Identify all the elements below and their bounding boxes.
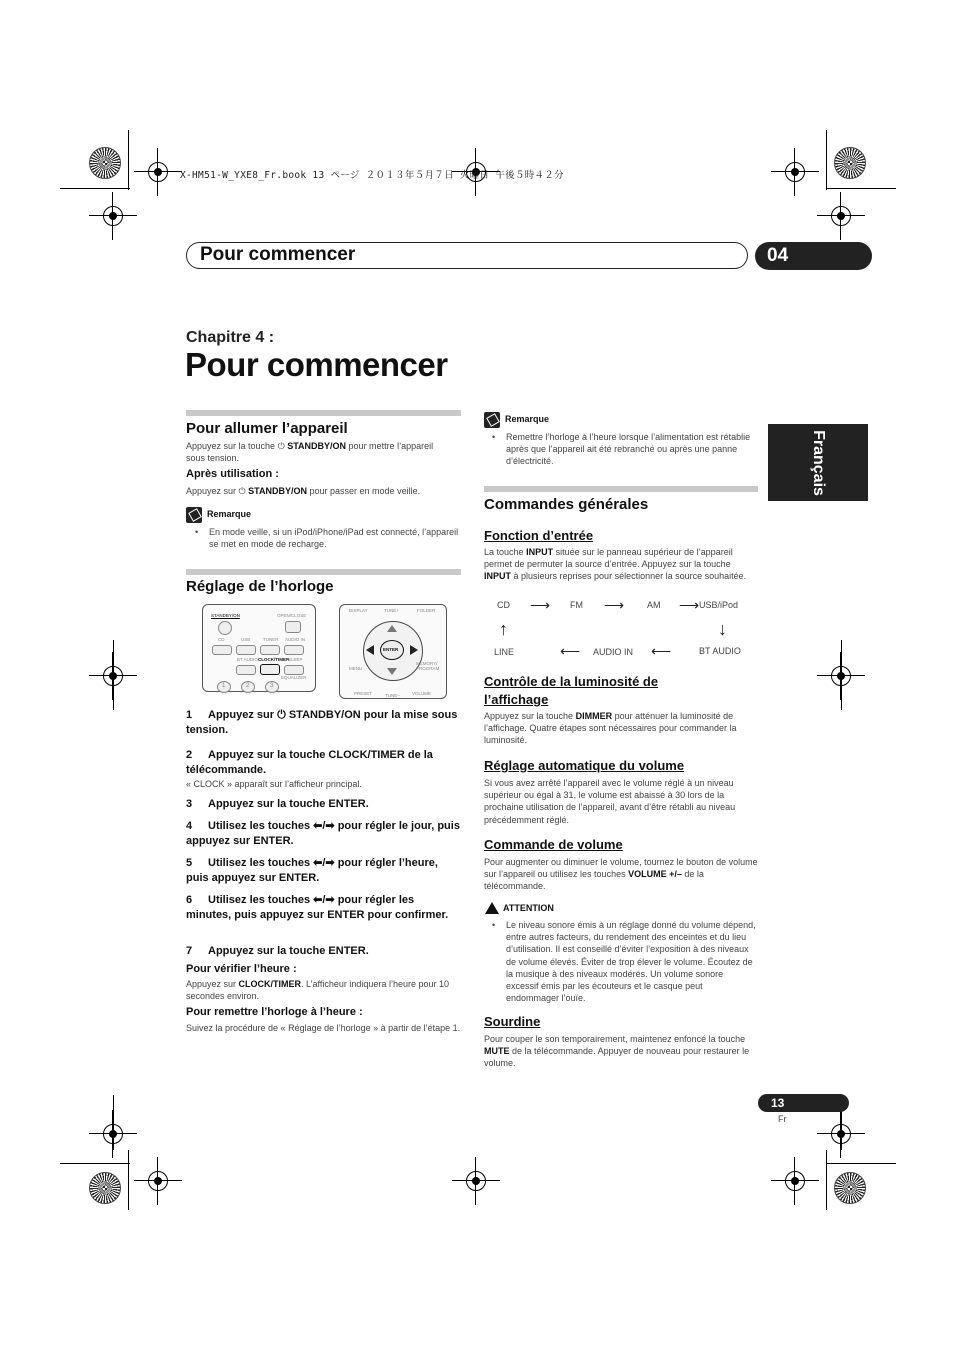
- trim-line: [113, 1095, 114, 1150]
- note-title: Remarque: [207, 509, 252, 519]
- step-3: 3 Appuyez sur la touche ENTER.: [186, 798, 369, 810]
- after-use-paragraph: Appuyez sur ⏻ STANDBY/ON pour passer en mode veille.: [186, 486, 421, 496]
- standby-button[interactable]: [218, 621, 232, 635]
- crosshair-mark-icon: [144, 158, 172, 186]
- auto-volume-heading: Réglage automatique du volume: [484, 758, 685, 773]
- trim-line: [60, 188, 130, 189]
- step-2: 2 Appuyez sur la touche CLOCK/TIMER de la télécommande.: [186, 749, 433, 776]
- trim-line: [826, 130, 827, 190]
- note-bullet: • En mode veille, si un iPod/iPhone/iPad est connecté, l’appareil se met en mode de recharge.: [209, 526, 459, 550]
- section-divider: [484, 486, 758, 492]
- flow-fm: FM: [570, 600, 583, 610]
- note-icon: [484, 412, 500, 428]
- crosshair-mark-icon: [99, 202, 127, 230]
- crosshair-mark-icon: [462, 1167, 490, 1195]
- step-5: 5 Utilisez les touches ⬅/➡ pour régler l’heure, puis appuyez sur ENTER.: [186, 857, 438, 884]
- book-file-header: X-HM51-W_YXE8_Fr.book 13 ページ ２０１３年５月７日 火曜日 午後５時４２分: [180, 170, 564, 181]
- reset-heading: Pour remettre l’horloge à l’heure :: [186, 1006, 363, 1018]
- fonction-paragraph: La touche INPUT située sur le panneau supérieur de l’appareil permet de permuter la source d’entrée. Appuyez sur la touche INPUT à plusieurs reprises pour sélectionner la source souhaitée.: [484, 547, 747, 582]
- up-arrow-icon[interactable]: [387, 625, 397, 632]
- language-code: Fr: [778, 1114, 787, 1124]
- auto-volume-paragraph: Si vous avez arrêté l’appareil avec le volume réglé à un niveau supérieur ou égal à 31, le volume est abaissé à 30 lors de la prochaine utilisation de l’appareil, avant d’être rétabli au niveau précédemment réglé.: [484, 778, 736, 825]
- registration-rosette-icon: [834, 147, 866, 179]
- right-arrow-icon: ⟶: [604, 597, 625, 613]
- sleep-button[interactable]: [284, 665, 304, 675]
- usb-button[interactable]: [236, 645, 256, 655]
- step-4: 4 Utilisez les touches ⬅/➡ pour régler le jour, puis appuyez sur ENTER.: [186, 820, 460, 847]
- enter-button[interactable]: ENTER: [380, 640, 404, 660]
- left-arrow-icon[interactable]: [366, 645, 374, 655]
- flow-audioin: AUDIO IN: [593, 647, 634, 657]
- left-arrow-icon: ⟵: [651, 643, 672, 659]
- note-icon: [186, 507, 202, 523]
- cd-button[interactable]: [212, 645, 232, 655]
- clock-timer-button[interactable]: [260, 664, 280, 675]
- right-arrow-icon: ⟶: [530, 597, 551, 613]
- num-button-1[interactable]: 1: [217, 681, 231, 693]
- volume-heading: Commande de volume: [484, 837, 623, 852]
- num-button-2[interactable]: 2: [241, 681, 255, 693]
- note-title: Remarque: [505, 414, 550, 424]
- chapter-title: Pour commencer: [185, 346, 448, 383]
- registration-rosette-icon: [89, 1172, 121, 1204]
- registration-rosette-icon: [89, 147, 121, 179]
- right-arrow-icon[interactable]: [410, 645, 418, 655]
- warning-icon: [485, 902, 499, 914]
- num-button-3[interactable]: 3: [265, 681, 279, 693]
- remote-illustration-left: STANDBY/ON OPEN/CLOSE CD USB TUNER AUDIO IN BT AUDIO CLOCK/TIMER SLEEP EQUALIZER 1 2 3: [202, 604, 316, 692]
- up-arrow-icon: ↑: [499, 619, 508, 639]
- trim-line: [826, 1150, 827, 1210]
- luminosite-heading-2: l’affichage: [484, 692, 549, 707]
- reset-paragraph: Suivez la procédure de « Réglage de l’horloge » à partir de l’étape 1.: [186, 1023, 461, 1033]
- trim-line: [60, 1163, 130, 1164]
- trim-line: [841, 640, 842, 710]
- luminosite-heading-1: Contrôle de la luminosité de: [484, 674, 659, 689]
- left-arrow-icon: ⟵: [560, 643, 581, 659]
- allumer-paragraph: Appuyez sur la touche ⏻ STANDBY/ON pour mettre l’appareil sous tension.: [186, 441, 434, 464]
- trim-line: [826, 1163, 896, 1164]
- down-arrow-icon: ↓: [718, 619, 727, 639]
- chapter-label: Chapitre 4 :: [186, 329, 275, 346]
- flow-usb: USB/iPod: [699, 600, 739, 610]
- fonction-heading: Fonction d’entrée: [484, 528, 594, 543]
- trim-line: [113, 640, 114, 710]
- language-side-tab: [768, 424, 868, 501]
- right-arrow-icon: ⟶: [679, 597, 700, 613]
- audio-in-button[interactable]: [284, 645, 304, 655]
- step-7: 7 Appuyez sur la touche ENTER.: [186, 945, 369, 957]
- page-number: 13: [758, 1094, 849, 1112]
- sourdine-heading: Sourdine: [484, 1014, 541, 1029]
- step-6: 6 Utilisez les touches ⬅/➡ pour régler les minutes, puis appuyez sur ENTER pour confirmer.: [186, 894, 449, 921]
- trim-line: [128, 1150, 129, 1210]
- language-label: Français: [810, 429, 827, 496]
- verify-heading: Pour vérifier l’heure :: [186, 963, 297, 975]
- attention-bullet: • Le niveau sonore émis à un réglage donné du volume dépend, entre autres facteurs, du rendement des enceintes et du lieu d’utilisation. Il est conseillé d’éviter l’exposition à des niveaux de volume élevés. Éviter de trop élever le volume. Écoutez de la musique à des niveaux modérés. Un volume sonore excessif émis par les écouteurs et le casque peut endommager l’ouïe.: [506, 919, 758, 1004]
- crosshair-mark-icon: [781, 1167, 809, 1195]
- section-heading-commandes: Commandes générales: [484, 496, 649, 513]
- remote-illustration-right: DISPLAY TUNE+ FOLDER ENTER MENU MEMORY/ PROGRAM PRESET TUNE– VOLUME: [339, 604, 447, 699]
- section-heading-horloge: Réglage de l’horloge: [186, 578, 334, 595]
- flow-line: LINE: [494, 647, 515, 657]
- eject-button[interactable]: [285, 621, 301, 633]
- trim-line: [128, 130, 129, 190]
- section-heading-allumer: Pour allumer l’appareil: [186, 420, 348, 437]
- verify-paragraph: Appuyez sur CLOCK/TIMER. L’afficheur indiquera l’heure pour 10 secondes environ.: [186, 979, 449, 1002]
- chapter-number-badge: 04: [755, 242, 872, 270]
- clock-reset-note-bullet: • Remettre l’horloge à l’heure lorsque l’alimentation est rétablie après que l’appareil ait été rebranché ou après une panne d’électricité.: [506, 431, 758, 468]
- flow-am: AM: [647, 600, 661, 610]
- crosshair-mark-icon: [827, 202, 855, 230]
- step-2-note: « CLOCK » apparaît sur l’afficheur principal.: [186, 779, 362, 789]
- bt-audio-button[interactable]: [236, 665, 256, 675]
- flow-bt: BT AUDIO: [699, 646, 741, 656]
- trim-line: [826, 188, 896, 189]
- section-divider: [186, 569, 461, 575]
- attention-title: ATTENTION: [503, 903, 554, 913]
- luminosite-paragraph: Appuyez sur la touche DIMMER pour atténuer la luminosité de l’affichage. Quatre étapes sont nécessaires pour commander la luminosité.: [484, 711, 737, 746]
- crosshair-mark-icon: [144, 1167, 172, 1195]
- registration-rosette-icon: [834, 1172, 866, 1204]
- sourdine-paragraph: Pour couper le son temporairement, maintenez enfoncé la touche MUTE de la télécommande. Appuyer de nouveau pour restaurer le volume.: [484, 1034, 750, 1069]
- down-arrow-icon[interactable]: [387, 668, 397, 675]
- flow-cd: CD: [497, 600, 510, 610]
- tuner-button[interactable]: [260, 645, 280, 655]
- section-divider: [186, 410, 461, 416]
- crosshair-mark-icon: [781, 158, 809, 186]
- after-use-heading: Après utilisation :: [186, 468, 279, 480]
- step-1: 1 Appuyez sur ⏻ STANDBY/ON pour la mise sous tension.: [186, 709, 458, 736]
- volume-paragraph: Pour augmenter ou diminuer le volume, tournez le bouton de volume sur l’appareil ou utilisez les touches VOLUME +/– de la télécommande.: [484, 857, 758, 892]
- header-title: Pour commencer: [200, 244, 356, 265]
